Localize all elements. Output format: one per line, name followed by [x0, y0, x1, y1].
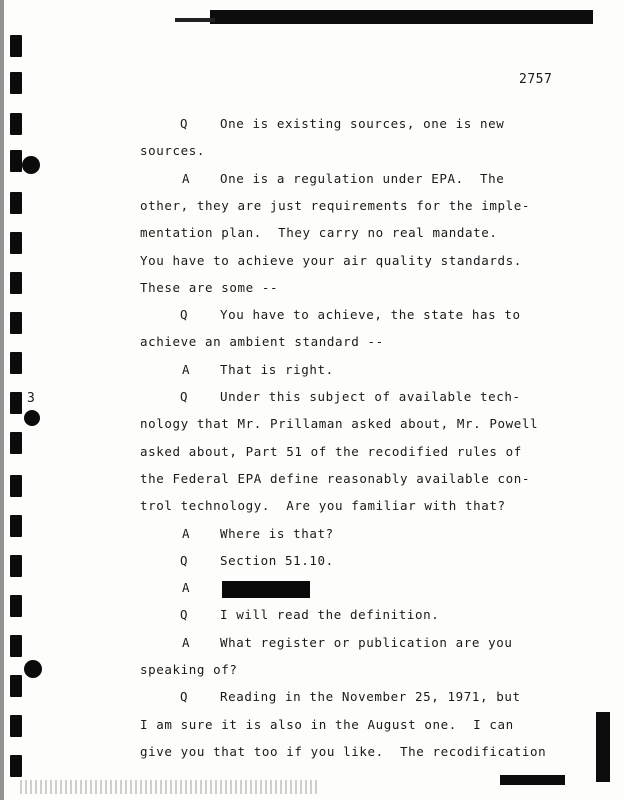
- transcript-line: You have to achieve, the state has to: [220, 307, 521, 322]
- punch-hole-mark: [10, 675, 22, 697]
- speaker-label: A: [182, 635, 190, 650]
- transcript-line: the Federal EPA define reasonably available con-: [140, 471, 531, 486]
- transcript-line: These are some --: [140, 280, 279, 295]
- punch-hole-mark: [10, 192, 22, 214]
- punch-hole-mark: [10, 35, 22, 57]
- speaker-label: A: [182, 580, 190, 595]
- scan-artifact-right-bar: [596, 712, 610, 782]
- punch-hole-mark: [10, 755, 22, 777]
- transcript-line: give you that too if you like. The recodification: [140, 744, 547, 759]
- speaker-label: A: [182, 526, 190, 541]
- punch-hole-mark: [10, 232, 22, 254]
- transcript-line: I am sure it is also in the August one. I can: [140, 717, 514, 732]
- transcript-line: That is right.: [220, 362, 334, 377]
- transcript-line: Section 51.10.: [220, 553, 334, 568]
- punch-hole-mark: [10, 150, 22, 172]
- scan-artifact-bottom-bar: [500, 775, 565, 785]
- transcript-line: trol technology. Are you familiar with that?: [140, 498, 506, 513]
- speaker-label: Q: [180, 689, 188, 704]
- punch-hole-mark: [10, 312, 22, 334]
- transcript-line: other, they are just requirements for the imple-: [140, 198, 531, 213]
- speaker-label: Q: [180, 116, 188, 131]
- margin-mark: 3: [27, 391, 35, 406]
- transcript-line: I will read the definition.: [220, 607, 440, 622]
- punch-hole-mark: [10, 113, 22, 135]
- redaction-block: [222, 581, 310, 598]
- punch-hole-mark: [10, 515, 22, 537]
- scan-artifact-top-line: [175, 18, 215, 22]
- transcript-line: achieve an ambient standard --: [140, 334, 384, 349]
- transcript-line: Reading in the November 25, 1971, but: [220, 689, 521, 704]
- speaker-label: A: [182, 362, 190, 377]
- punch-hole-mark: [10, 72, 22, 94]
- transcript-line: One is a regulation under EPA. The: [220, 171, 505, 186]
- transcript-line: Under this subject of available tech-: [220, 389, 521, 404]
- transcript-line: One is existing sources, one is new: [220, 116, 505, 131]
- page-number: 2757: [519, 72, 553, 87]
- punch-hole-mark: [10, 432, 22, 454]
- speaker-label: Q: [180, 389, 188, 404]
- punch-hole-mark: [10, 635, 22, 657]
- transcript-line: speaking of?: [140, 662, 238, 677]
- scan-artifact-bottom-noise: [20, 780, 320, 794]
- transcript-line: nology that Mr. Prillaman asked about, Mr. Powell: [140, 416, 539, 431]
- punch-hole-mark: [10, 595, 22, 617]
- scan-artifact-blob: [24, 660, 42, 678]
- speaker-label: Q: [180, 307, 188, 322]
- transcript-line: Where is that?: [220, 526, 334, 541]
- speaker-label: Q: [180, 553, 188, 568]
- punch-hole-mark: [10, 715, 22, 737]
- transcript-line: sources.: [140, 143, 206, 158]
- punch-hole-mark: [10, 392, 22, 414]
- scan-artifact-top-bar: [210, 10, 593, 24]
- punch-hole-mark: [10, 475, 22, 497]
- speaker-label: Q: [180, 607, 188, 622]
- speaker-label: A: [182, 171, 190, 186]
- punch-hole-mark: [10, 272, 22, 294]
- scan-artifact-blob: [22, 156, 40, 174]
- transcript-line: asked about, Part 51 of the recodified rules of: [140, 444, 522, 459]
- scan-artifact-blob: [24, 410, 40, 426]
- punch-hole-mark: [10, 555, 22, 577]
- transcript-line: What register or publication are you: [220, 635, 513, 650]
- scan-artifact-left-edge: [0, 0, 4, 800]
- punch-hole-mark: [10, 352, 22, 374]
- transcript-line: mentation plan. They carry no real mandate.: [140, 225, 498, 240]
- transcript-line: You have to achieve your air quality standards.: [140, 253, 522, 268]
